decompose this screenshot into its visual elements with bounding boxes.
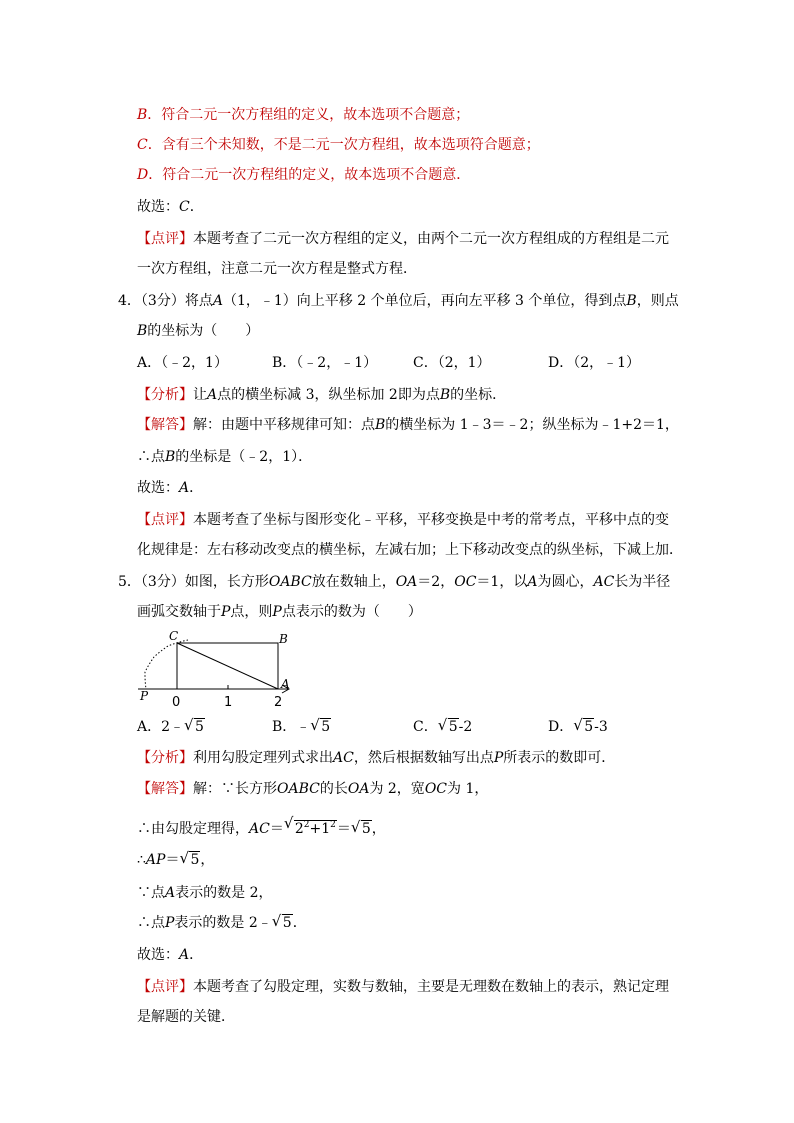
diagonal-ac [177,643,278,689]
label-b: B [279,632,288,646]
q4-stem-line2: B的坐标为（ ） [137,323,260,339]
q4-option-d: D．（2，﹣1） [548,355,641,371]
q5-stem-line2: 画弧交数轴于P点，则P点表示的数为（ ） [137,604,422,620]
sqrt-symbol: √ 5 [271,912,292,931]
q5-stem-line1: 5．（3分）如图，长方形OABC放在数轴上，OA＝2，OC＝1，以A为圆心，AC长为半径 [118,574,671,590]
label-a: A [281,677,290,691]
prev-review: 【点评】本题考查了二元一次方程组的定义，由两个二元一次方程组成的方程组是二元 [137,231,669,247]
arc-dotted [145,640,188,689]
tick-label-2: 2 [274,695,283,710]
q4-option-b: B．（﹣2，﹣1） [272,355,378,371]
q4-option-c: C．（2，1） [413,355,491,371]
q4-answer: 【解答】解：由题中平移规律可知：点B的横坐标为 1﹣3＝﹣2；纵坐标为﹣1+2＝1， [137,417,679,433]
prev-option-b: B．符合二元一次方程组的定义，故本选项不合题意； [137,107,470,123]
q4-review-cont: 化规律是：左右移动改变点的横坐标，左减右加；上下移动改变点的纵坐标，下减上加． [137,542,683,558]
prev-option-c: C．含有三个未知数，不是二元一次方程组，故本选项符合题意； [137,137,540,153]
q5-option-d: D． √ 5-3 [548,716,608,735]
q4-analysis: 【分析】让A点的横坐标减 3，纵坐标加 2即为点B的坐标． [137,387,507,403]
q5-point-p-line: ∴点P表示的数是 2﹣ √ 5． [137,912,307,931]
q5-review-cont: 是解题的关键． [137,1009,235,1025]
prev-option-d: D．符合二元一次方程组的定义，故本选项不合题意． [137,167,471,183]
rectangle-number-line-diagram [136,627,296,711]
q5-option-a: A．2﹣ √ 5 [137,716,204,735]
q5-analysis: 【分析】利用勾股定理列式求出AC，然后根据数轴写出点P所表示的数即可． [137,750,616,766]
q5-choose: 故选：A． [137,947,204,963]
tick-label-0: 0 [172,695,181,710]
prev-choose: 故选：C． [137,199,204,215]
q5-ap-line: ∴AP＝ √ 5， [137,849,215,868]
q5-review: 【点评】本题考查了勾股定理，实数与数轴，主要是无理数在数轴上的表示，熟记定理 [137,979,669,995]
tick-label-1: 1 [224,695,233,710]
q4-choose: 故选：A． [137,480,204,496]
q5-pythagoras-line: ∴由勾股定理得，AC＝ √ $2^2+1^2=$ √ 5， [137,814,386,837]
q5-option-b: B．﹣ √ 5 [272,716,331,735]
sqrt-symbol: √ 5 [350,818,371,837]
q5-option-c: C． √ 5-2 [413,716,473,735]
q4-stem-line1: 4．（3分）将点A（1，﹣1）向上平移 2 个单位后，再向左平移 3 个单位，得到点B，则点 [118,293,679,309]
sqrt-symbol: √ 5 [179,849,200,868]
q5-point-a-line: ∵点A表示的数是 2， [137,885,273,901]
q4-option-a: A．（﹣2，1） [137,355,228,371]
sqrt-symbol: √ $2^2+1^2$ [283,814,336,837]
q5-answer: 【解答】解：∵长方形OABC的长OA为 2，宽OC为 1， [137,781,489,797]
sqrt-symbol: √ 5 [437,716,458,735]
label-p: P [140,689,149,703]
sqrt-symbol: √ 5 [310,716,331,735]
prev-review-cont: 一次方程组，注意二元一次方程是整式方程． [137,261,417,277]
sqrt-symbol: √ 5 [573,716,594,735]
label-c: C [169,629,179,643]
sqrt-symbol: √ 5 [184,716,204,735]
q4-review: 【点评】本题考查了坐标与图形变化﹣平移，平移变换是中考的常考点，平移中点的变 [137,512,669,528]
q4-answer-cont: ∴点B的坐标是（﹣2，1）． [137,449,313,465]
